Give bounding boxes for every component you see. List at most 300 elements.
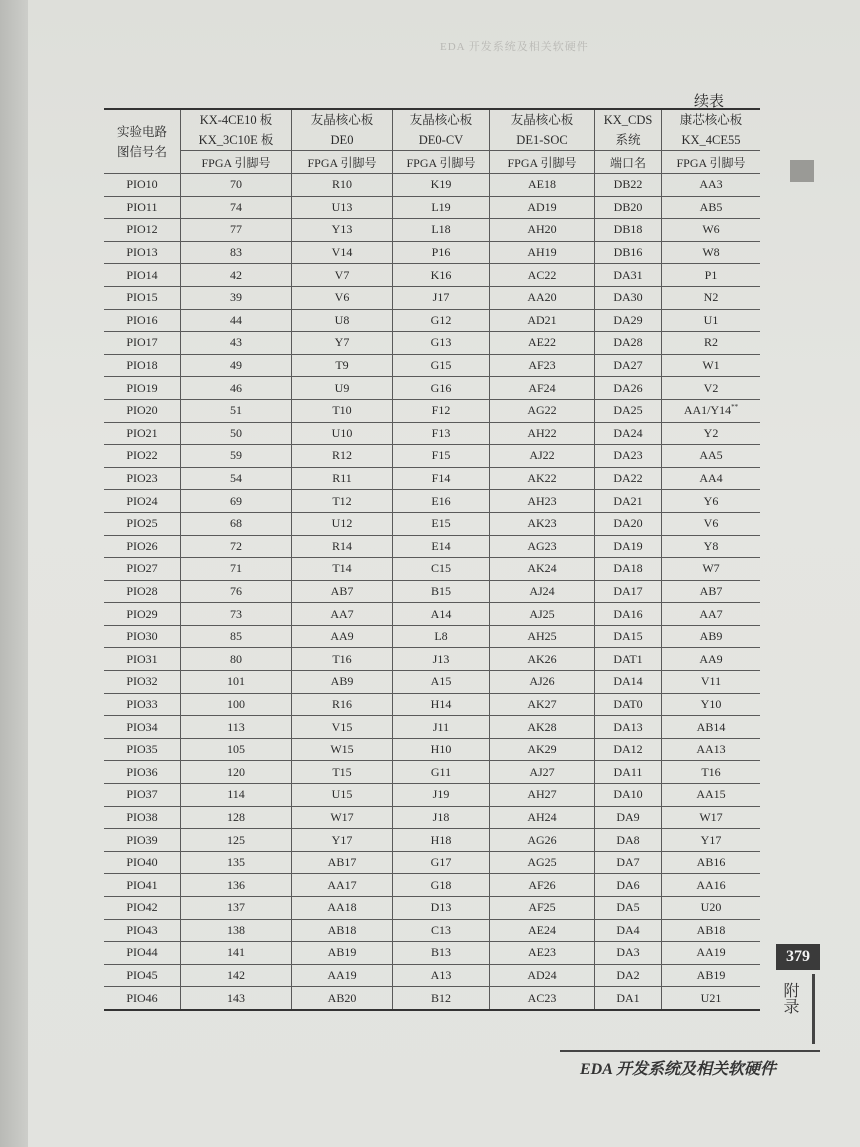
header-line: 系统: [615, 133, 641, 147]
pin-cell: 136: [181, 874, 292, 897]
pin-cell: DA13: [595, 716, 662, 739]
pin-cell: B15: [393, 580, 490, 603]
pin-cell: 72: [181, 535, 292, 558]
pin-cell: 51: [181, 399, 292, 422]
table-row: [104, 241, 760, 264]
table-row: [104, 264, 760, 287]
signal-name-cell: PIO20: [104, 399, 181, 422]
pin-cell: DA29: [595, 309, 662, 332]
pin-cell: 43: [181, 332, 292, 355]
pin-cell: DA17: [595, 580, 662, 603]
pin-cell: 77: [181, 219, 292, 242]
pin-cell: AA7: [292, 603, 393, 626]
pin-cell: 70: [181, 174, 292, 197]
pin-cell: 44: [181, 309, 292, 332]
pin-cell: AB19: [662, 964, 761, 987]
pin-cell: G15: [393, 354, 490, 377]
header-de1-soc: [490, 109, 595, 151]
pin-cell: L18: [393, 219, 490, 242]
pin-cell: 71: [181, 558, 292, 581]
pin-cell: F12: [393, 399, 490, 422]
signal-name-cell: PIO13: [104, 241, 181, 264]
table-row: [104, 897, 760, 920]
pin-cell: AD19: [490, 196, 595, 219]
pin-cell: DA1: [595, 987, 662, 1010]
signal-name-cell: PIO19: [104, 377, 181, 400]
pin-cell: R10: [292, 174, 393, 197]
table-row: [104, 806, 760, 829]
pin-cell: AA9: [662, 648, 761, 671]
pin-cell: AG25: [490, 851, 595, 874]
table-row: [104, 490, 760, 513]
pin-cell: AB5: [662, 196, 761, 219]
pin-cell: AH22: [490, 422, 595, 445]
pin-cell: 83: [181, 241, 292, 264]
signal-name-cell: PIO32: [104, 671, 181, 694]
pin-cell: 114: [181, 784, 292, 807]
pin-cell: AB19: [292, 942, 393, 965]
pin-cell: C13: [393, 919, 490, 942]
pin-cell: AE18: [490, 174, 595, 197]
signal-name-cell: PIO36: [104, 761, 181, 784]
signal-name-cell: PIO23: [104, 467, 181, 490]
table-row: [104, 716, 760, 739]
pin-cell: AF23: [490, 354, 595, 377]
running-head: EDA 开发系统及相关软硬件: [440, 41, 589, 52]
pin-cell: DAT1: [595, 648, 662, 671]
pin-cell: G16: [393, 377, 490, 400]
pin-cell: 76: [181, 580, 292, 603]
header-line: KX_3C10E 板: [198, 133, 274, 147]
pin-cell: AA20: [490, 286, 595, 309]
signal-name-cell: PIO39: [104, 829, 181, 852]
signal-name-cell: PIO38: [104, 806, 181, 829]
pin-cell: P1: [662, 264, 761, 287]
pin-cell: AH19: [490, 241, 595, 264]
signal-name-cell: PIO16: [104, 309, 181, 332]
table-row: [104, 219, 760, 242]
table-subheader-row: [104, 151, 760, 174]
pin-cell: AH20: [490, 219, 595, 242]
pin-cell: AA4: [662, 467, 761, 490]
pin-cell: AH23: [490, 490, 595, 513]
pin-cell: E14: [393, 535, 490, 558]
edge-tab-mark: [790, 160, 814, 182]
pin-cell: V15: [292, 716, 393, 739]
signal-name-cell: PIO25: [104, 512, 181, 535]
signal-name-cell: PIO33: [104, 693, 181, 716]
signal-name-cell: PIO24: [104, 490, 181, 513]
pin-cell: AG23: [490, 535, 595, 558]
pin-cell: 49: [181, 354, 292, 377]
pin-cell: J13: [393, 648, 490, 671]
table-row: [104, 738, 760, 761]
pin-cell: AD24: [490, 964, 595, 987]
header-line: 友晶核心板: [409, 113, 473, 127]
table-row: [104, 919, 760, 942]
table-row: [104, 784, 760, 807]
pin-cell: 141: [181, 942, 292, 965]
pin-cell: DA12: [595, 738, 662, 761]
pin-cell: L19: [393, 196, 490, 219]
pin-cell: F15: [393, 445, 490, 468]
signal-name-cell: PIO34: [104, 716, 181, 739]
table-row: [104, 467, 760, 490]
pin-cell: AB7: [662, 580, 761, 603]
header-kx-cds: [595, 109, 662, 151]
pin-cell: AA18: [292, 897, 393, 920]
pin-cell: AF24: [490, 377, 595, 400]
signal-name-cell: PIO10: [104, 174, 181, 197]
pin-cell: F13: [393, 422, 490, 445]
pin-cell: T16: [292, 648, 393, 671]
table-row: [104, 422, 760, 445]
pin-cell: AF26: [490, 874, 595, 897]
signal-name-cell: PIO21: [104, 422, 181, 445]
pin-cell: R12: [292, 445, 393, 468]
pin-cell: 59: [181, 445, 292, 468]
pin-cell: C15: [393, 558, 490, 581]
pin-cell: A15: [393, 671, 490, 694]
pin-cell: DA16: [595, 603, 662, 626]
signal-name-cell: PIO18: [104, 354, 181, 377]
table-row: [104, 558, 760, 581]
pin-cell: G12: [393, 309, 490, 332]
signal-name-cell: PIO42: [104, 897, 181, 920]
pin-cell: DA14: [595, 671, 662, 694]
header-line: KX_CDS: [603, 113, 653, 127]
header-line: KX-4CE10 板: [199, 113, 273, 127]
pin-cell: AB9: [292, 671, 393, 694]
pin-cell: V14: [292, 241, 393, 264]
pin-cell: AF25: [490, 897, 595, 920]
pin-cell: DA15: [595, 625, 662, 648]
signal-name-cell: PIO31: [104, 648, 181, 671]
pin-cell: T10: [292, 399, 393, 422]
header-line: 友晶核心板: [310, 113, 374, 127]
pin-cell: DA3: [595, 942, 662, 965]
signal-name-cell: PIO35: [104, 738, 181, 761]
pin-cell: AH25: [490, 625, 595, 648]
pin-cell: W8: [662, 241, 761, 264]
footnote-mark: **: [731, 403, 739, 412]
pin-cell: E15: [393, 512, 490, 535]
pin-cell: 125: [181, 829, 292, 852]
table-row: [104, 309, 760, 332]
pin-cell: U10: [292, 422, 393, 445]
pin-cell: AK29: [490, 738, 595, 761]
pin-cell: DA9: [595, 806, 662, 829]
table-body: [104, 174, 760, 1010]
pin-cell: V2: [662, 377, 761, 400]
table-row: [104, 174, 760, 197]
pin-assignment-table: [104, 108, 760, 1011]
pin-cell: DA25: [595, 399, 662, 422]
pin-cell: P16: [393, 241, 490, 264]
pin-cell: 135: [181, 851, 292, 874]
table-row: [104, 625, 760, 648]
header-line: DE0-CV: [418, 133, 464, 147]
pin-cell: DA22: [595, 467, 662, 490]
pin-cell: AD21: [490, 309, 595, 332]
pin-cell: J11: [393, 716, 490, 739]
pin-cell: AE22: [490, 332, 595, 355]
pin-cell: L8: [393, 625, 490, 648]
pin-cell: U13: [292, 196, 393, 219]
pin-cell: W1: [662, 354, 761, 377]
pin-cell: AB9: [662, 625, 761, 648]
pin-cell: DA23: [595, 445, 662, 468]
pin-cell: W6: [662, 219, 761, 242]
pin-cell: AE23: [490, 942, 595, 965]
pin-cell: DA20: [595, 512, 662, 535]
pin-cell: J17: [393, 286, 490, 309]
pin-cell: DA21: [595, 490, 662, 513]
subheader-cell: FPGA 引脚号: [181, 151, 292, 174]
pin-cell: B12: [393, 987, 490, 1010]
pin-cell: AE24: [490, 919, 595, 942]
table-row: [104, 286, 760, 309]
pin-cell: B13: [393, 942, 490, 965]
pin-cell: 128: [181, 806, 292, 829]
pin-cell: A13: [393, 964, 490, 987]
table-row: [104, 671, 760, 694]
pin-cell: Y13: [292, 219, 393, 242]
signal-name-cell: PIO28: [104, 580, 181, 603]
pin-cell: DA24: [595, 422, 662, 445]
pin-cell: U1: [662, 309, 761, 332]
table-row: [104, 942, 760, 965]
subheader-cell: FPGA 引脚号: [662, 151, 761, 174]
pin-cell: AA1/Y14**: [662, 399, 761, 422]
pin-cell: AB14: [662, 716, 761, 739]
table-row: [104, 535, 760, 558]
pin-cell: DA10: [595, 784, 662, 807]
header-line: DE1-SOC: [516, 133, 568, 147]
signal-name-cell: PIO30: [104, 625, 181, 648]
pin-cell: DA26: [595, 377, 662, 400]
table-row: [104, 354, 760, 377]
pin-cell: Y8: [662, 535, 761, 558]
signal-name-cell: PIO43: [104, 919, 181, 942]
pin-cell: G18: [393, 874, 490, 897]
table-row: [104, 874, 760, 897]
header-line: 友晶核心板: [510, 113, 574, 127]
pin-cell: AK23: [490, 512, 595, 535]
pin-cell: AA19: [292, 964, 393, 987]
pin-cell: DA18: [595, 558, 662, 581]
pin-cell: Y17: [292, 829, 393, 852]
pin-cell: R2: [662, 332, 761, 355]
pin-cell: 68: [181, 512, 292, 535]
pin-cell: DA6: [595, 874, 662, 897]
pin-cell: H18: [393, 829, 490, 852]
table-row: [104, 603, 760, 626]
pin-cell: T9: [292, 354, 393, 377]
pin-cell: AH27: [490, 784, 595, 807]
table-row: [104, 332, 760, 355]
pin-cell: 143: [181, 987, 292, 1010]
signal-name-cell: PIO14: [104, 264, 181, 287]
subheader-cell: FPGA 引脚号: [490, 151, 595, 174]
pin-cell: DA2: [595, 964, 662, 987]
pin-cell: DA4: [595, 919, 662, 942]
table-row: [104, 399, 760, 422]
pin-cell: 100: [181, 693, 292, 716]
pin-cell: K16: [393, 264, 490, 287]
pin-cell: E16: [393, 490, 490, 513]
pin-cell: AB16: [662, 851, 761, 874]
pin-cell: AJ22: [490, 445, 595, 468]
header-de0-cv: [393, 109, 490, 151]
pin-cell: AA15: [662, 784, 761, 807]
pin-cell: 46: [181, 377, 292, 400]
pin-cell: W7: [662, 558, 761, 581]
pin-cell: AB18: [292, 919, 393, 942]
pin-cell: AG26: [490, 829, 595, 852]
pin-cell: AA16: [662, 874, 761, 897]
pin-cell: DA5: [595, 897, 662, 920]
pin-cell: T16: [662, 761, 761, 784]
pin-cell: 105: [181, 738, 292, 761]
subheader-cell: FPGA 引脚号: [393, 151, 490, 174]
header-kx4ce10: [181, 109, 292, 151]
header-line: 康芯核心板: [679, 113, 743, 127]
pin-cell: AK24: [490, 558, 595, 581]
table-row: [104, 580, 760, 603]
pin-cell: DA7: [595, 851, 662, 874]
pin-cell: U15: [292, 784, 393, 807]
header-signal-name: [104, 109, 181, 174]
pin-cell: R14: [292, 535, 393, 558]
signal-name-cell: PIO44: [104, 942, 181, 965]
pin-cell: 138: [181, 919, 292, 942]
pin-cell: 74: [181, 196, 292, 219]
pin-cell: AB18: [662, 919, 761, 942]
pin-cell: DB20: [595, 196, 662, 219]
table-row: [104, 964, 760, 987]
signal-name-cell: PIO46: [104, 987, 181, 1010]
pin-cell: V11: [662, 671, 761, 694]
side-label-appendix: 附录: [781, 982, 798, 1014]
pin-cell: DA30: [595, 286, 662, 309]
pin-cell: AK22: [490, 467, 595, 490]
pin-cell: AC22: [490, 264, 595, 287]
pin-cell: H10: [393, 738, 490, 761]
table-row: [104, 648, 760, 671]
subheader-cell: 端口名: [595, 151, 662, 174]
pin-cell: V7: [292, 264, 393, 287]
table-row: [104, 445, 760, 468]
pin-cell: 137: [181, 897, 292, 920]
table-row: [104, 377, 760, 400]
table-row: [104, 829, 760, 852]
signal-name-cell: PIO27: [104, 558, 181, 581]
pin-cell: W15: [292, 738, 393, 761]
pin-cell: AJ26: [490, 671, 595, 694]
pin-cell: 73: [181, 603, 292, 626]
pin-cell: T14: [292, 558, 393, 581]
pin-cell: R16: [292, 693, 393, 716]
pin-cell: D13: [393, 897, 490, 920]
signal-name-cell: PIO22: [104, 445, 181, 468]
pin-cell: AA5: [662, 445, 761, 468]
continued-label: 续表: [694, 94, 725, 110]
pin-cell: T15: [292, 761, 393, 784]
pin-cell: DB22: [595, 174, 662, 197]
pin-cell: G13: [393, 332, 490, 355]
pin-cell: R11: [292, 467, 393, 490]
pin-cell: 101: [181, 671, 292, 694]
pin-cell: Y6: [662, 490, 761, 513]
header-line: KX_4CE55: [681, 133, 741, 147]
pin-cell: DB16: [595, 241, 662, 264]
pin-cell: 69: [181, 490, 292, 513]
pin-cell: 54: [181, 467, 292, 490]
pin-cell: Y2: [662, 422, 761, 445]
pin-cell: AB7: [292, 580, 393, 603]
pin-cell: AJ24: [490, 580, 595, 603]
pin-cell: AJ25: [490, 603, 595, 626]
pin-cell: DA11: [595, 761, 662, 784]
pin-cell: AA3: [662, 174, 761, 197]
pin-cell: W17: [662, 806, 761, 829]
signal-name-cell: PIO11: [104, 196, 181, 219]
footer-rule: [560, 1050, 820, 1052]
pin-cell: T12: [292, 490, 393, 513]
pin-cell: G17: [393, 851, 490, 874]
signal-name-cell: PIO26: [104, 535, 181, 558]
header-kx4ce55: [662, 109, 761, 151]
pin-cell: G11: [393, 761, 490, 784]
pin-cell: 85: [181, 625, 292, 648]
pin-cell: AK26: [490, 648, 595, 671]
header-de0: [292, 109, 393, 151]
signal-name-cell: PIO17: [104, 332, 181, 355]
pin-cell: DA28: [595, 332, 662, 355]
pin-cell: 113: [181, 716, 292, 739]
pin-cell: AA19: [662, 942, 761, 965]
pin-cell: U21: [662, 987, 761, 1010]
pin-cell: W17: [292, 806, 393, 829]
table-row: [104, 196, 760, 219]
pin-cell: AG22: [490, 399, 595, 422]
pin-cell: AC23: [490, 987, 595, 1010]
signal-name-cell: PIO45: [104, 964, 181, 987]
pin-cell: DA31: [595, 264, 662, 287]
pin-cell: 80: [181, 648, 292, 671]
pin-cell: AA13: [662, 738, 761, 761]
pin-cell: AA9: [292, 625, 393, 648]
pin-cell: J18: [393, 806, 490, 829]
pin-cell: 42: [181, 264, 292, 287]
table-row: [104, 693, 760, 716]
header-signal-name-text: 实验电路 图信号名: [116, 124, 167, 159]
pin-cell: H14: [393, 693, 490, 716]
pin-cell: 50: [181, 422, 292, 445]
signal-name-cell: PIO37: [104, 784, 181, 807]
pin-cell: U9: [292, 377, 393, 400]
pin-cell: N2: [662, 286, 761, 309]
pin-cell: DA27: [595, 354, 662, 377]
pin-cell: U20: [662, 897, 761, 920]
subheader-cell: FPGA 引脚号: [292, 151, 393, 174]
pin-cell: AA7: [662, 603, 761, 626]
pin-cell: K19: [393, 174, 490, 197]
table-row: [104, 761, 760, 784]
pin-cell: AJ27: [490, 761, 595, 784]
pin-cell: F14: [393, 467, 490, 490]
